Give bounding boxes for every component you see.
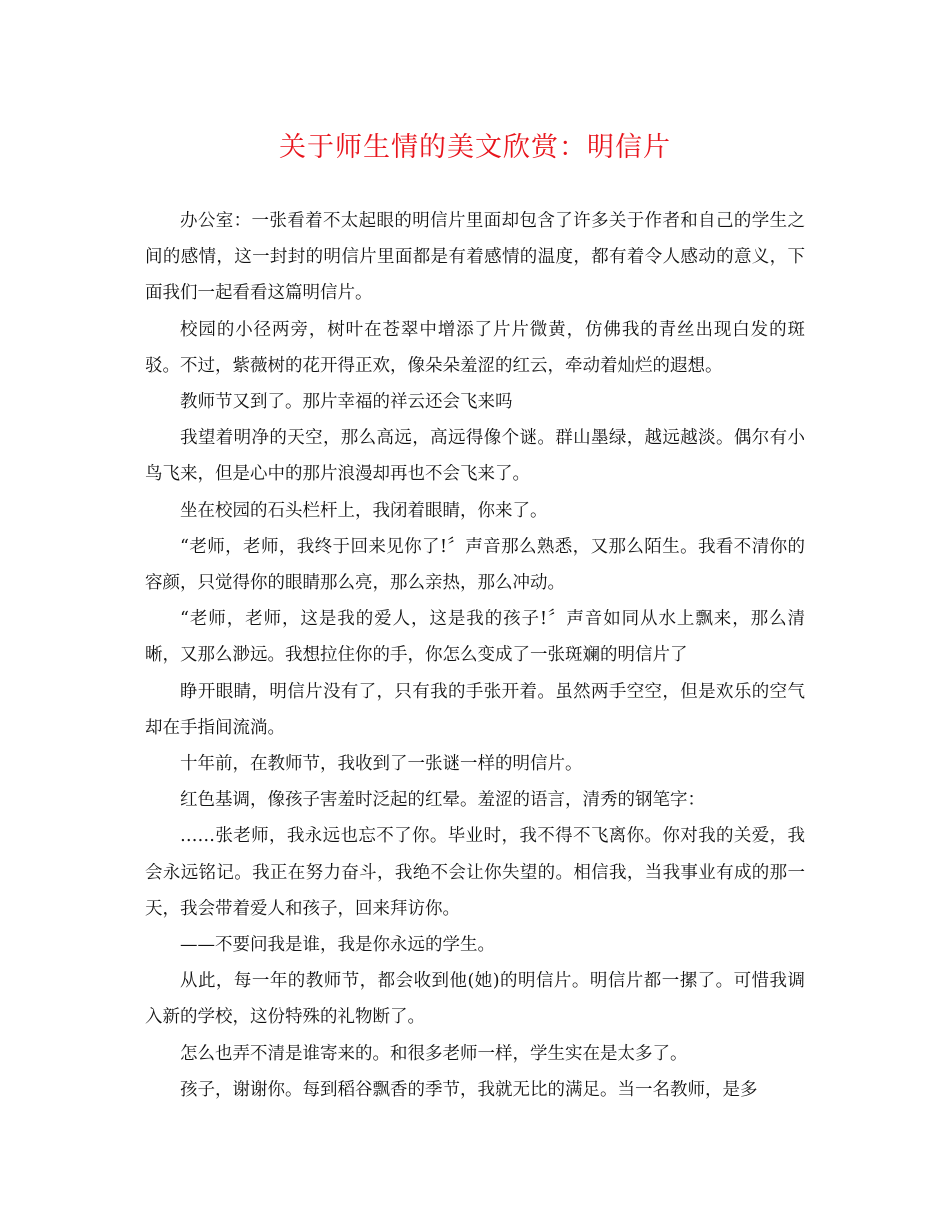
paragraph: “老师，老师，我终于回来见你了!〞声音那么熟悉，又那么陌生。我看不清你的容颜，只觉得你的眼睛那么亮，那么亲热，那么冲动。 xyxy=(145,536,805,594)
paragraph: 怎么也弄不清是谁寄来的。和很多老师一样，学生实在是太多了。 xyxy=(180,1043,688,1064)
document-title: 关于师生情的美文欣赏：明信片 xyxy=(279,132,671,163)
paragraph: 坐在校园的石头栏杆上，我闭着眼睛，你来了。 xyxy=(180,500,548,521)
paragraph: 十年前，在教师节，我收到了一张谜一样的明信片。 xyxy=(180,754,583,775)
document-body xyxy=(145,203,805,1108)
paragraph: “老师，老师，这是我的爱人，这是我的孩子!〞声音如同从水上飘来，那么清晰，又那么渺远。我想拉住你的手，你怎么变成了一张斑斓的明信片了 xyxy=(145,609,805,666)
paragraph: 校园的小径两旁，树叶在苍翠中增添了片片微黄，仿佛我的青丝出现白发的斑驳。不过，紫薇树的花开得正欢，像朵朵羞涩的红云，牵动着灿烂的遐想。 xyxy=(145,319,805,376)
paragraph: 从此，每一年的教师节，都会收到他(她)的明信片。明信片都一摞了。可惜我调入新的学校，这份特殊的礼物断了。 xyxy=(145,971,805,1028)
paragraph: 红色基调，像孩子害羞时泛起的红晕。羞涩的语言，清秀的钢笔字： xyxy=(180,790,705,811)
paragraph: 孩子，谢谢你。每到稻谷飘香的季节，我就无比的满足。当一名教师，是多 xyxy=(180,1079,758,1100)
paragraph: 睁开眼睛，明信片没有了，只有我的手张开着。虽然两手空空，但是欢乐的空气却在手指间流淌。 xyxy=(145,681,805,738)
paragraph: 办公室：一张看着不太起眼的明信片里面却包含了许多关于作者和自己的学生之间的感情，这一封封的明信片里面都是有着感情的温度，都有着令人感动的意义，下面我们一起看看这篇明信片。 xyxy=(145,211,805,304)
paragraph: 我望着明净的天空，那么高远，高远得像个谜。群山墨绿，越远越淡。偶尔有小鸟飞来，但是心中的那片浪漫却再也不会飞来了。 xyxy=(145,428,805,485)
paragraph: 教师节又到了。那片幸福的祥云还会飞来吗 xyxy=(180,392,513,413)
paragraph: ——不要问我是谁，我是你永远的学生。 xyxy=(180,935,495,956)
paragraph: ……张老师，我永远也忘不了你。毕业时，我不得不飞离你。你对我的关爱，我会永远铭记。我正在努力奋斗，我绝不会让你失望的。相信我，当我事业有成的那一天，我会带着爱人和孩子，回来拜访你。 xyxy=(145,826,805,919)
